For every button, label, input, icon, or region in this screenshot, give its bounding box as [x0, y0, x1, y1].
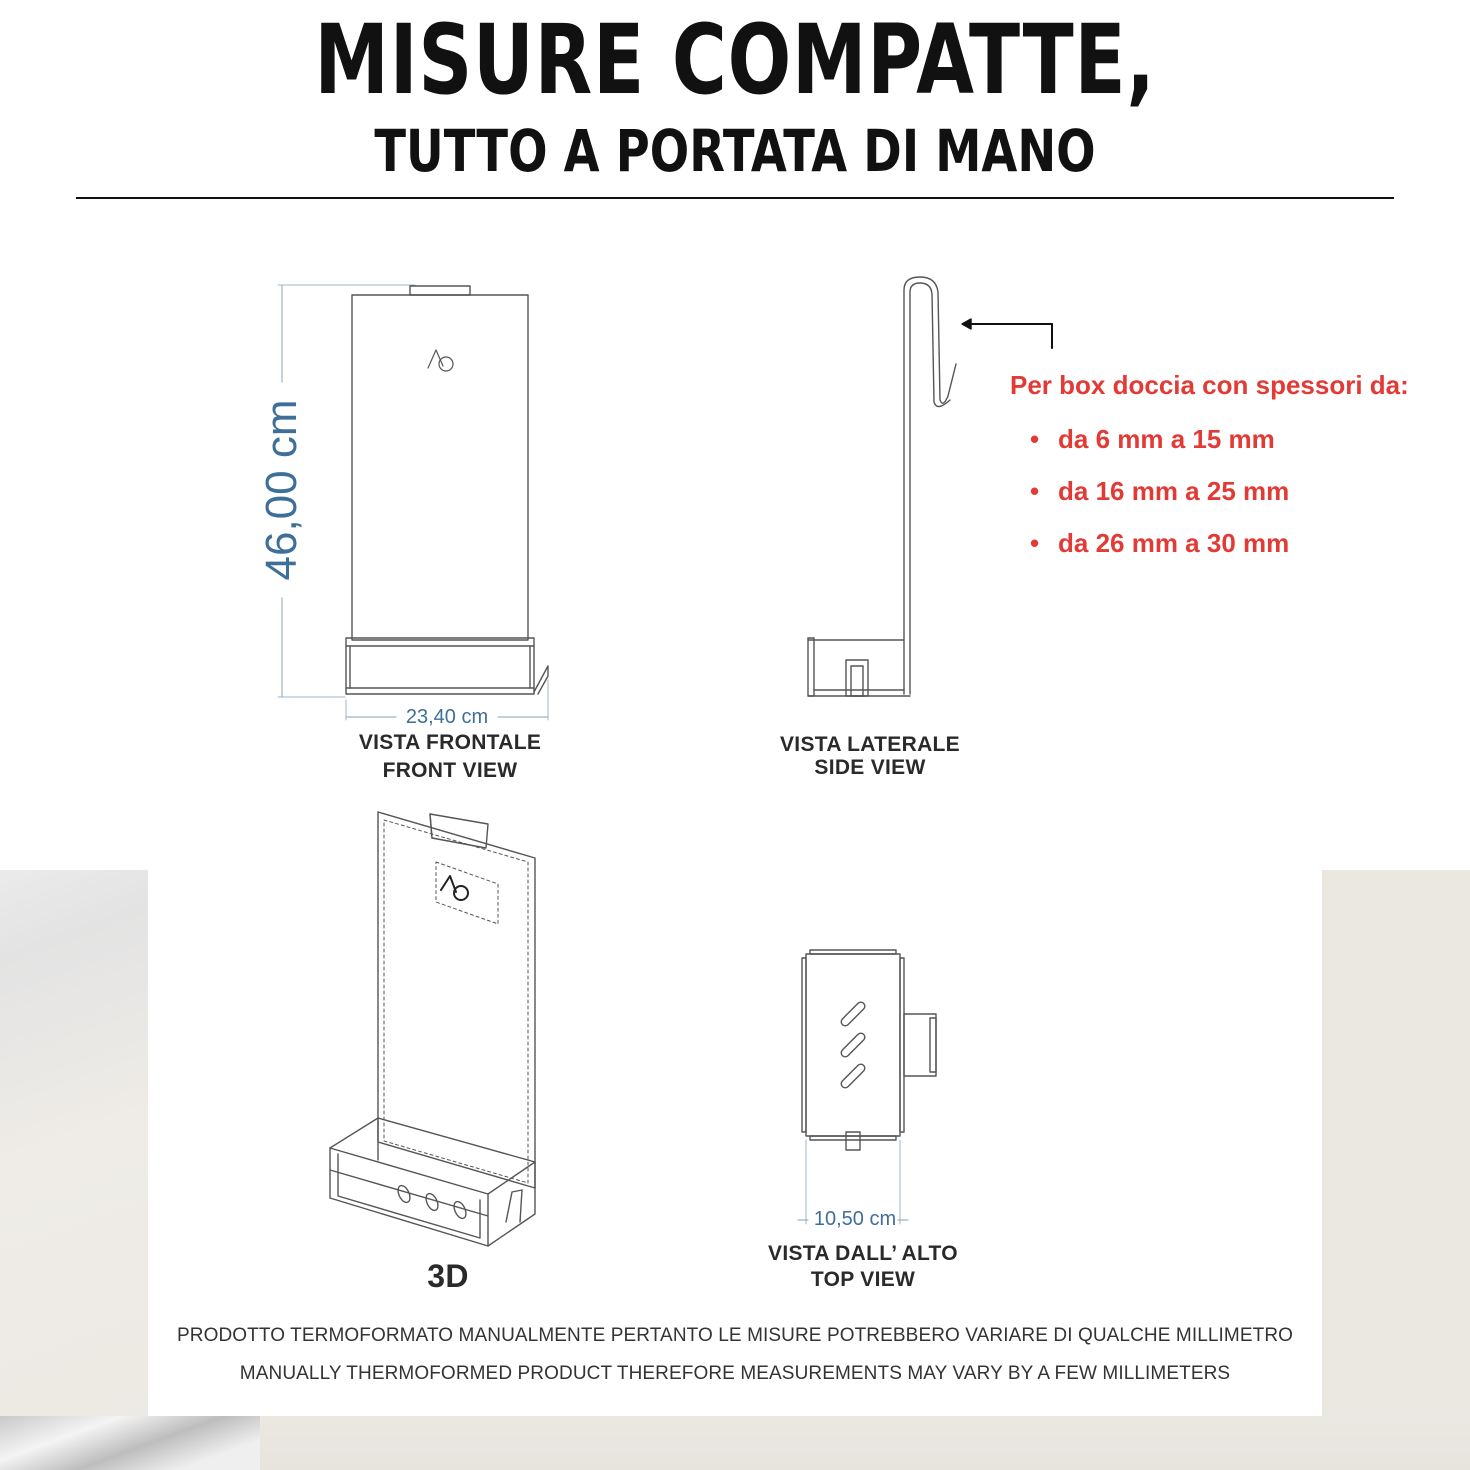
- bullet-icon: •: [1030, 528, 1040, 558]
- footer-note-it: PRODOTTO TERMOFORMATO MANUALMENTE PERTANTO LE MISURE POTREBBERO VARIARE DI QUALCHE MILLIMETRO: [176, 1325, 1294, 1346]
- front-view-label-it: VISTA FRONTALE: [358, 731, 542, 754]
- side-view-label-en: SIDE VIEW: [814, 756, 926, 779]
- front-view-label-en: FRONT VIEW: [382, 759, 518, 782]
- spec-item: • da 26 mm a 30 mm: [1030, 528, 1290, 558]
- top-view-label-it: VISTA DALL’ ALTO: [768, 1242, 958, 1265]
- 3d-view-label: 3D: [427, 1258, 469, 1294]
- spec-list: [1030, 422, 1289, 578]
- side-view-drawing: [808, 277, 1052, 696]
- 3d-view-drawing: [330, 812, 535, 1246]
- front-height-dimension: 46,00 cm: [257, 399, 306, 581]
- spec-item: • da 16 mm a 25 mm: [1030, 476, 1290, 506]
- side-view-label-it: VISTA LATERALE: [780, 733, 960, 756]
- footer-note-en: MANUALLY THERMOFORMED PRODUCT THEREFORE MEASUREMENTS MAY VARY BY A FEW MILLIMETERS: [239, 1363, 1231, 1384]
- top-view-label-en: TOP VIEW: [810, 1268, 916, 1291]
- bullet-icon: •: [1030, 424, 1040, 454]
- top-width-dimension: 10,50 cm: [813, 1208, 897, 1230]
- top-view-drawing: [798, 950, 936, 1224]
- page-subtitle: TUTTO A PORTATA DI MANO: [374, 117, 1096, 185]
- spec-title: Per box doccia con spessori da:: [1010, 370, 1409, 400]
- page-title: MISURE COMPATTE,: [314, 4, 1156, 116]
- bullet-icon: •: [1030, 476, 1040, 506]
- front-width-dimension: 23,40 cm: [405, 706, 489, 728]
- spec-item: • da 6 mm a 15 mm: [1030, 424, 1275, 454]
